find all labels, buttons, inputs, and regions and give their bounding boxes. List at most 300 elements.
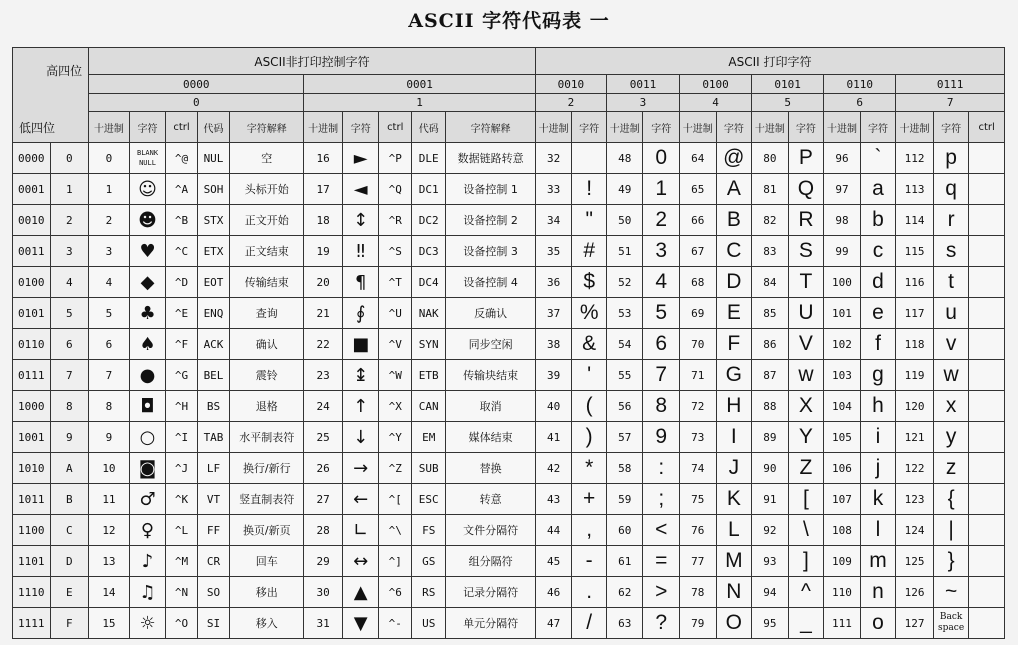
hex-digit-5: 5: [752, 94, 824, 112]
printable-decimal: 114: [896, 205, 934, 236]
control-code: SOH: [197, 174, 229, 205]
column-header-char: 字符: [129, 112, 166, 143]
printable-char: m: [860, 546, 896, 577]
control-ctrl-key: ^F: [166, 329, 197, 360]
printable-char: D: [716, 267, 752, 298]
printable-char: &: [572, 329, 607, 360]
printable-decimal: 102: [824, 329, 861, 360]
low-bits-hex: E: [50, 577, 89, 608]
printable-decimal: 60: [606, 515, 643, 546]
control-code: CAN: [411, 391, 446, 422]
printable-decimal: 72: [680, 391, 717, 422]
low-bits-binary: 0111: [13, 360, 51, 391]
printable-decimal: 104: [824, 391, 861, 422]
printable-decimal: 107: [824, 484, 861, 515]
control-code: SO: [197, 577, 229, 608]
printable-decimal: 85: [752, 298, 789, 329]
control-symbol: ¶: [342, 267, 379, 298]
control-ctrl-key: ^E: [166, 298, 197, 329]
printable-decimal: 52: [606, 267, 643, 298]
printable-ctrl: [969, 422, 1005, 453]
printable-char: H: [716, 391, 752, 422]
control-explanation: 单元分隔符: [446, 608, 535, 639]
printable-decimal: 111: [824, 608, 861, 639]
control-code: RS: [411, 577, 446, 608]
printable-char: 0: [643, 143, 680, 174]
low-bits-binary: 0000: [13, 143, 51, 174]
control-symbol: ↕: [342, 205, 379, 236]
control-code: STX: [197, 205, 229, 236]
control-symbol: ←: [342, 484, 379, 515]
control-ctrl-key: ^]: [379, 546, 411, 577]
printable-decimal: 42: [535, 453, 572, 484]
column-header-ctrl: ctrl: [166, 112, 197, 143]
control-explanation: 设备控制 4: [446, 267, 535, 298]
printable-char: ': [572, 360, 607, 391]
printable-char: %: [572, 298, 607, 329]
control-ctrl-key: ^A: [166, 174, 197, 205]
control-decimal: 14: [89, 577, 130, 608]
printable-char: -: [572, 546, 607, 577]
printable-decimal: 99: [824, 236, 861, 267]
table-row: [13, 608, 1005, 639]
control-explanation: 设备控制 2: [446, 205, 535, 236]
control-code: TAB: [197, 422, 229, 453]
printable-decimal: 54: [606, 329, 643, 360]
nibble-3: 0011: [606, 75, 679, 94]
printable-decimal: 41: [535, 422, 572, 453]
printable-decimal: 109: [824, 546, 861, 577]
printable-decimal: 44: [535, 515, 572, 546]
control-explanation: 正文结束: [230, 236, 304, 267]
printable-char: $: [572, 267, 607, 298]
control-code: DC1: [411, 174, 446, 205]
printable-char: U: [788, 298, 824, 329]
control-ctrl-key: ^H: [166, 391, 197, 422]
hex-digit-3: 3: [606, 94, 679, 112]
printable-decimal: 61: [606, 546, 643, 577]
table-row: [13, 484, 1005, 515]
control-explanation: 震铃: [230, 360, 304, 391]
printable-char: r: [933, 205, 969, 236]
printable-char: \: [788, 515, 824, 546]
ascii-table: [12, 47, 1005, 639]
control-code: DC3: [411, 236, 446, 267]
control-decimal: 30: [304, 577, 343, 608]
column-header-dec: 十进制: [824, 112, 861, 143]
printable-decimal: 58: [606, 453, 643, 484]
control-explanation: 换行/新行: [230, 453, 304, 484]
printable-char: w: [788, 360, 824, 391]
page-title: ASCII 字符代码表 一: [408, 10, 610, 32]
printable-char: C: [716, 236, 752, 267]
printable-char: g: [860, 360, 896, 391]
header-nibble-row: [13, 75, 1005, 94]
control-ctrl-key: ^P: [379, 143, 411, 174]
control-decimal: 7: [89, 360, 130, 391]
printable-decimal: 96: [824, 143, 861, 174]
control-ctrl-key: ^Y: [379, 422, 411, 453]
printable-decimal: 69: [680, 298, 717, 329]
low-bits-binary: 1011: [13, 484, 51, 515]
control-explanation: 同步空闲: [446, 329, 535, 360]
printable-decimal: 95: [752, 608, 789, 639]
control-decimal: 0: [89, 143, 130, 174]
printable-char: 4: [643, 267, 680, 298]
printable-char: o: [860, 608, 896, 639]
control-ctrl-key: ^Q: [379, 174, 411, 205]
control-ctrl-key: ^X: [379, 391, 411, 422]
control-symbol: →: [342, 453, 379, 484]
control-ctrl-key: ^T: [379, 267, 411, 298]
printable-ctrl: [969, 236, 1005, 267]
printable-decimal: 34: [535, 205, 572, 236]
control-explanation: 取消: [446, 391, 535, 422]
printable-char: A: [716, 174, 752, 205]
column-header-dec: 十进制: [535, 112, 572, 143]
printable-decimal: 59: [606, 484, 643, 515]
control-symbol: ◆: [129, 267, 166, 298]
printable-decimal: 33: [535, 174, 572, 205]
printable-decimal: 49: [606, 174, 643, 205]
control-decimal: 22: [304, 329, 343, 360]
control-code: FF: [197, 515, 229, 546]
column-header-char: 字符: [716, 112, 752, 143]
table-row: [13, 360, 1005, 391]
hex-digit-7: 7: [896, 94, 1005, 112]
printable-decimal: 97: [824, 174, 861, 205]
low-bits-hex: 3: [50, 236, 89, 267]
control-explanation: 媒体结束: [446, 422, 535, 453]
control-symbol: ‼: [342, 236, 379, 267]
printable-decimal: 82: [752, 205, 789, 236]
printable-ctrl: [969, 515, 1005, 546]
control-decimal: 24: [304, 391, 343, 422]
printable-decimal: 122: [896, 453, 934, 484]
printable-char: w: [933, 360, 969, 391]
control-code: BS: [197, 391, 229, 422]
printable-char: ;: [643, 484, 680, 515]
control-explanation: 换页/新页: [230, 515, 304, 546]
printable-decimal: 78: [680, 577, 717, 608]
control-ctrl-key: ^K: [166, 484, 197, 515]
printable-decimal: 93: [752, 546, 789, 577]
hex-digit-2: 2: [535, 94, 606, 112]
control-ctrl-key: ^I: [166, 422, 197, 453]
nibble-6: 0110: [824, 75, 896, 94]
corner-header: [13, 48, 89, 143]
printable-char: v: [933, 329, 969, 360]
control-symbol: ☺: [129, 174, 166, 205]
low-bits-binary: 1111: [13, 608, 51, 639]
control-explanation: 退格: [230, 391, 304, 422]
column-header-char: 字符: [788, 112, 824, 143]
control-explanation: 文件分隔符: [446, 515, 535, 546]
printable-char: ,: [572, 515, 607, 546]
printable-ctrl: [969, 329, 1005, 360]
control-code: ACK: [197, 329, 229, 360]
printable-decimal: 81: [752, 174, 789, 205]
low-bits-binary: 1001: [13, 422, 51, 453]
table-row: [13, 453, 1005, 484]
printable-char: G: [716, 360, 752, 391]
printable-char: y: [933, 422, 969, 453]
table-row: [13, 205, 1005, 236]
control-decimal: 19: [304, 236, 343, 267]
printable-char: S: [788, 236, 824, 267]
control-symbol: ■: [342, 329, 379, 360]
printable-decimal: 126: [896, 577, 934, 608]
printable-char: L: [716, 515, 752, 546]
printable-char: N: [716, 577, 752, 608]
printable-decimal: 62: [606, 577, 643, 608]
control-explanation: 移出: [230, 577, 304, 608]
printable-ctrl: [969, 360, 1005, 391]
control-code: DC4: [411, 267, 446, 298]
table-row: [13, 391, 1005, 422]
table-row: [13, 422, 1005, 453]
printable-char: ^: [788, 577, 824, 608]
table-row: [13, 577, 1005, 608]
column-header-char: 字符: [933, 112, 969, 143]
printable-decimal: 51: [606, 236, 643, 267]
printable-decimal: 127: [896, 608, 934, 639]
printable-decimal: 98: [824, 205, 861, 236]
printable-ctrl: [969, 205, 1005, 236]
printable-ctrl: [969, 453, 1005, 484]
printable-char: u: [933, 298, 969, 329]
printable-decimal: 48: [606, 143, 643, 174]
printable-decimal: 65: [680, 174, 717, 205]
printable-decimal: 75: [680, 484, 717, 515]
header-hex-row: [13, 94, 1005, 112]
low-bits-hex: 0: [50, 143, 89, 174]
printable-decimal: 67: [680, 236, 717, 267]
printable-decimal: 116: [896, 267, 934, 298]
printable-char: _: [788, 608, 824, 639]
low-bits-hex: D: [50, 546, 89, 577]
printable-decimal: 118: [896, 329, 934, 360]
column-header-dec: 十进制: [606, 112, 643, 143]
control-explanation: 组分隔符: [446, 546, 535, 577]
printable-decimal: 32: [535, 143, 572, 174]
printable-char: ": [572, 205, 607, 236]
control-code: ESC: [411, 484, 446, 515]
control-ctrl-key: ^B: [166, 205, 197, 236]
printable-decimal: 117: [896, 298, 934, 329]
printable-char: n: [860, 577, 896, 608]
printable-decimal: 47: [535, 608, 572, 639]
low-bits-hex: F: [50, 608, 89, 639]
control-ctrl-key: ^[: [379, 484, 411, 515]
control-ctrl-key: ^S: [379, 236, 411, 267]
control-decimal: 4: [89, 267, 130, 298]
printable-decimal: 113: [896, 174, 934, 205]
printable-decimal: 106: [824, 453, 861, 484]
low-bits-hex: 7: [50, 360, 89, 391]
printable-char: P: [788, 143, 824, 174]
printable-decimal: 94: [752, 577, 789, 608]
printable-char: 2: [643, 205, 680, 236]
printable-decimal: 73: [680, 422, 717, 453]
control-decimal: 17: [304, 174, 343, 205]
group-nonprint-header: ASCII非打印控制字符: [89, 48, 536, 75]
low-bits-binary: 1101: [13, 546, 51, 577]
control-ctrl-key: ^D: [166, 267, 197, 298]
control-code: ETX: [197, 236, 229, 267]
printable-char: 8: [643, 391, 680, 422]
nibble-5: 0101: [752, 75, 824, 94]
printable-char: 3: [643, 236, 680, 267]
control-symbol: ◄: [342, 174, 379, 205]
control-symbol: ▼: [342, 608, 379, 639]
control-symbol: ▲: [342, 577, 379, 608]
printable-char: f: [860, 329, 896, 360]
printable-decimal: 71: [680, 360, 717, 391]
printable-char: `: [860, 143, 896, 174]
printable-char: >: [643, 577, 680, 608]
control-symbol: ↔: [342, 546, 379, 577]
nibble-4: 0100: [680, 75, 752, 94]
printable-decimal: 45: [535, 546, 572, 577]
control-symbol: ♣: [129, 298, 166, 329]
printable-char: +: [572, 484, 607, 515]
control-decimal: 9: [89, 422, 130, 453]
control-code: NUL: [197, 143, 229, 174]
control-code: BEL: [197, 360, 229, 391]
control-ctrl-key: ^U: [379, 298, 411, 329]
printable-decimal: 55: [606, 360, 643, 391]
control-symbol: ♥: [129, 236, 166, 267]
control-ctrl-key: ^J: [166, 453, 197, 484]
printable-decimal: 64: [680, 143, 717, 174]
printable-decimal: 91: [752, 484, 789, 515]
low-bits-binary: 1010: [13, 453, 51, 484]
printable-decimal: 92: [752, 515, 789, 546]
low-bits-binary: 0011: [13, 236, 51, 267]
printable-char: J: [716, 453, 752, 484]
control-code: EOT: [197, 267, 229, 298]
control-symbol: ♂: [129, 484, 166, 515]
printable-char: F: [716, 329, 752, 360]
table-row: [13, 174, 1005, 205]
printable-char: ~: [933, 577, 969, 608]
printable-decimal: 68: [680, 267, 717, 298]
printable-decimal: 121: [896, 422, 934, 453]
control-ctrl-key: ^L: [166, 515, 197, 546]
printable-decimal: 38: [535, 329, 572, 360]
printable-decimal: 108: [824, 515, 861, 546]
printable-char: a: [860, 174, 896, 205]
nibble-2: 0010: [535, 75, 606, 94]
low-bits-hex: 9: [50, 422, 89, 453]
printable-ctrl: [969, 267, 1005, 298]
printable-ctrl: [969, 143, 1005, 174]
control-code: DC2: [411, 205, 446, 236]
printable-decimal: 79: [680, 608, 717, 639]
control-ctrl-key: ^R: [379, 205, 411, 236]
control-explanation: 数据链路转意: [446, 143, 535, 174]
printable-char: h: [860, 391, 896, 422]
printable-decimal: 46: [535, 577, 572, 608]
control-symbol: ♪: [129, 546, 166, 577]
control-explanation: 竖直制表符: [230, 484, 304, 515]
control-decimal: 31: [304, 608, 343, 639]
printable-char: B: [716, 205, 752, 236]
printable-decimal: 56: [606, 391, 643, 422]
control-symbol: ☼: [129, 608, 166, 639]
printable-char: =: [643, 546, 680, 577]
ascii-table-container: [12, 47, 1005, 639]
control-decimal: 29: [304, 546, 343, 577]
column-header-dec: 十进制: [680, 112, 717, 143]
low-bits-binary: 0010: [13, 205, 51, 236]
printable-char: <: [643, 515, 680, 546]
printable-char: .: [572, 577, 607, 608]
control-explanation: 空: [230, 143, 304, 174]
printable-char: Back space: [933, 608, 969, 639]
control-decimal: 27: [304, 484, 343, 515]
low-bits-binary: 1110: [13, 577, 51, 608]
low-bits-binary: 0100: [13, 267, 51, 298]
printable-char: z: [933, 453, 969, 484]
control-ctrl-key: ^G: [166, 360, 197, 391]
table-row: [13, 236, 1005, 267]
low-bits-hex: 4: [50, 267, 89, 298]
printable-char: K: [716, 484, 752, 515]
table-row: [13, 143, 1005, 174]
printable-ctrl: [969, 608, 1005, 639]
printable-char: [572, 143, 607, 174]
printable-char: e: [860, 298, 896, 329]
printable-decimal: 74: [680, 453, 717, 484]
printable-char: 7: [643, 360, 680, 391]
control-symbol: ►: [342, 143, 379, 174]
control-symbol: ◙: [129, 453, 166, 484]
control-ctrl-key: ^Z: [379, 453, 411, 484]
table-row: [13, 515, 1005, 546]
control-ctrl-key: ^6: [379, 577, 411, 608]
printable-char: R: [788, 205, 824, 236]
printable-char: M: [716, 546, 752, 577]
printable-char: E: [716, 298, 752, 329]
column-header-expl: 字符解释: [230, 112, 304, 143]
control-decimal: 11: [89, 484, 130, 515]
control-explanation: 传输块结束: [446, 360, 535, 391]
control-explanation: 移入: [230, 608, 304, 639]
printable-char: ]: [788, 546, 824, 577]
control-ctrl-key: ^@: [166, 143, 197, 174]
low-bits-hex: 5: [50, 298, 89, 329]
control-symbol: ↨: [342, 360, 379, 391]
printable-decimal: 103: [824, 360, 861, 391]
printable-char: p: [933, 143, 969, 174]
printable-char: /: [572, 608, 607, 639]
control-code: SYN: [411, 329, 446, 360]
printable-char: :: [643, 453, 680, 484]
printable-char: T: [788, 267, 824, 298]
control-code: SUB: [411, 453, 446, 484]
control-code: SI: [197, 608, 229, 639]
control-symbol: ●: [129, 360, 166, 391]
printable-decimal: 100: [824, 267, 861, 298]
printable-decimal: 125: [896, 546, 934, 577]
control-code: FS: [411, 515, 446, 546]
printable-char: I: [716, 422, 752, 453]
column-header-expl: 字符解释: [446, 112, 535, 143]
printable-char: V: [788, 329, 824, 360]
printable-char: [: [788, 484, 824, 515]
